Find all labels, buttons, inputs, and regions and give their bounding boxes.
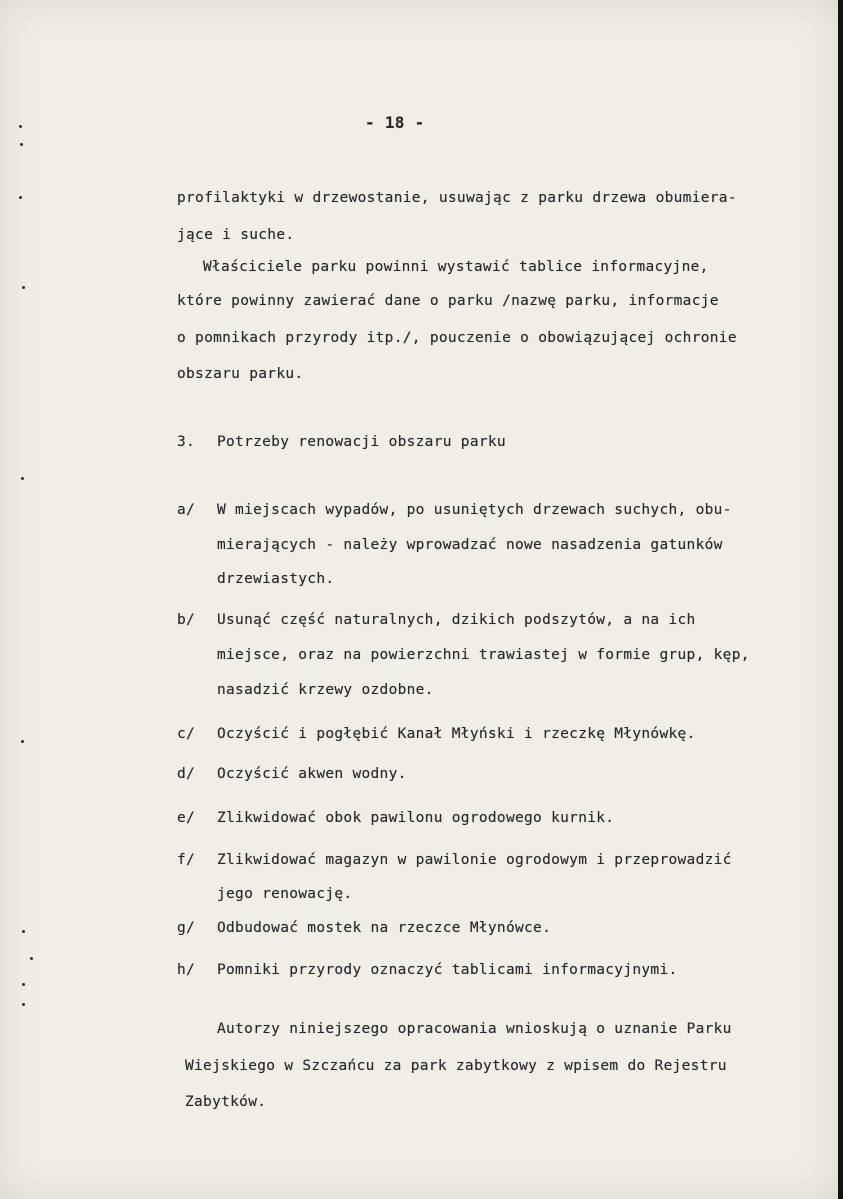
item-f-line-2: jego renowację. [217,886,353,902]
section-title: Potrzeby renowacji obszaru parku [217,434,506,450]
item-h-letter: h/ [177,962,196,978]
margin-speck [22,930,25,933]
margin-speck [19,125,22,128]
item-g-letter: g/ [177,920,196,936]
item-c-line-1: Oczyścić i pogłębić Kanał Młyński i rzeczkę Młynówkę. [217,726,696,742]
item-d-line-1: Oczyścić akwen wodny. [217,766,407,782]
scan-edge [838,0,843,1199]
item-a-line-3: drzewiastych. [217,571,335,587]
margin-speck [30,957,33,960]
item-d-letter: d/ [177,766,196,782]
intro-line-2: jące i suche. [177,227,295,243]
margin-speck [21,477,24,480]
margin-speck [19,196,22,199]
item-b-line-1: Usunąć część naturalnych, dzikich podszytów, a na ich [217,612,696,628]
margin-speck [22,286,25,289]
item-b-line-2: miejsce, oraz na powierzchni trawiastej w formie grup, kęp, [217,647,750,663]
margin-speck [21,740,24,743]
item-e-line-1: Zlikwidować obok pawilonu ogrodowego kurnik. [217,810,615,826]
item-a-line-2: mierających - należy wprowadzać nowe nasadzenia gatunków [217,537,723,553]
item-f-letter: f/ [177,852,196,868]
item-h-line-1: Pomniki przyrody oznaczyć tablicami informacyjnymi. [217,962,678,978]
item-c-letter: c/ [177,726,196,742]
margin-speck [22,1003,25,1006]
section-number: 3. [177,434,196,450]
info-line-3: o pomnikach przyrody itp./, pouczenie o obowiązującej ochronie [177,330,737,346]
info-line-1: Właściciele parku powinni wystawić tablice informacyjne, [203,259,709,275]
intro-line-1: profilaktyki w drzewostanie, usuwając z parku drzewa obumiera- [177,190,737,206]
item-b-letter: b/ [177,612,196,628]
page-number: - 18 - [365,113,425,132]
item-b-line-3: nasadzić krzewy ozdobne. [217,682,434,698]
margin-speck [20,143,23,146]
item-g-line-1: Odbudować mostek na rzeczce Młynówce. [217,920,552,936]
item-e-letter: e/ [177,810,196,826]
closing-line-2: Wiejskiego w Szczańcu za park zabytkowy z wpisem do Rejestru [185,1058,727,1074]
closing-line-3: Zabytków. [185,1094,267,1110]
info-line-4: obszaru parku. [177,366,304,382]
closing-line-1: Autorzy niniejszego opracowania wnioskują o uznanie Parku [217,1021,732,1037]
info-line-2: które powinny zawierać dane o parku /nazwę parku, informacje [177,293,719,309]
item-a-letter: a/ [177,502,196,518]
margin-speck [22,983,25,986]
item-a-line-1: W miejscach wypadów, po usuniętych drzewach suchych, obu- [217,502,732,518]
item-f-line-1: Zlikwidować magazyn w pawilonie ogrodowym i przeprowadzić [217,852,732,868]
